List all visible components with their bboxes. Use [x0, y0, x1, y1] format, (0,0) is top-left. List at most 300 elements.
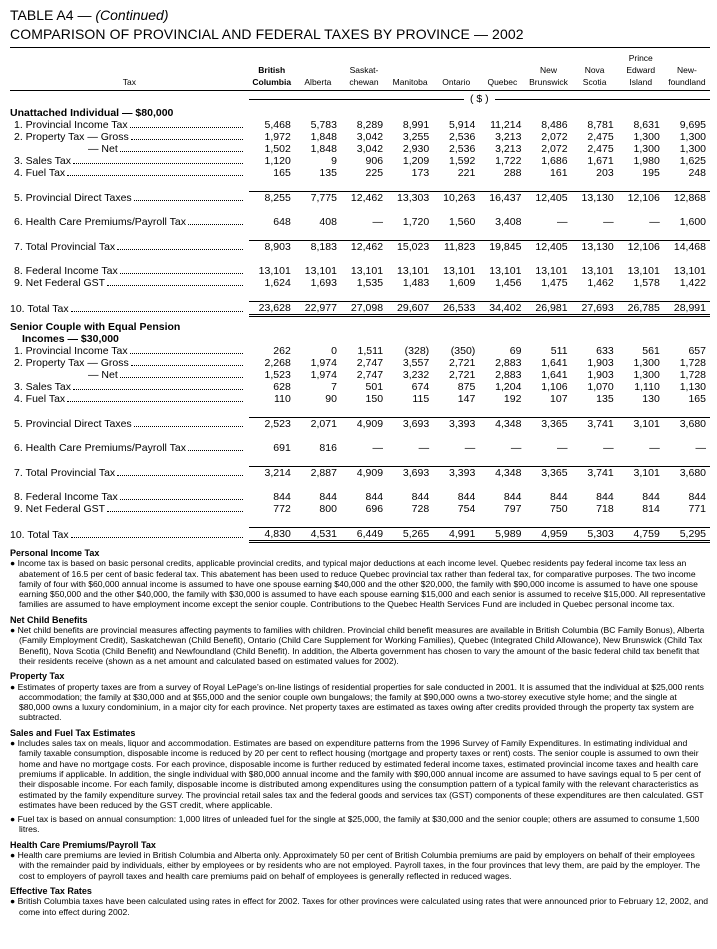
- table-cell: 4,759: [618, 528, 664, 542]
- table-row: [10, 393, 710, 405]
- table-cell: 12,405: [525, 241, 571, 254]
- table-row: [10, 302, 710, 316]
- page: [10, 6, 710, 917]
- table-row: [10, 277, 710, 289]
- table-cell: 3,693: [387, 467, 433, 480]
- row-label: [10, 442, 249, 454]
- table-cell: 628: [273, 381, 291, 393]
- table-row: [10, 167, 710, 179]
- row-label: [10, 302, 249, 316]
- table-cell: 1,592: [449, 155, 476, 167]
- table-cell: 27,693: [572, 302, 618, 316]
- section-title-line2-text: Incomes — $30,000: [22, 333, 119, 345]
- row-label: [10, 143, 249, 155]
- table-cell: 844: [319, 491, 337, 503]
- table-cell: 26,533: [433, 302, 479, 316]
- table-cell: 1,903: [587, 357, 614, 369]
- row-label-text: 2. Property Tax — Gross: [14, 357, 129, 369]
- table-cell: 2,721: [449, 369, 476, 381]
- table-cell: 12,106: [618, 192, 664, 205]
- table-cell: 1,625: [679, 155, 706, 167]
- table-cell: 1,671: [587, 155, 614, 167]
- table-cell: 657: [688, 345, 706, 357]
- table-cell: (328): [404, 345, 430, 357]
- table-cell: 13,101: [489, 265, 522, 277]
- row-label: [10, 357, 249, 369]
- table-cell: 3,393: [433, 467, 479, 480]
- table-cell: 12,462: [341, 241, 387, 254]
- table-cell: 22,977: [295, 302, 341, 316]
- table-cell: 8,991: [402, 119, 430, 131]
- header-column-7-l1: [572, 55, 618, 65]
- table-cell: 1,980: [633, 155, 660, 167]
- table-cell: 19,845: [479, 241, 525, 254]
- table-cell: 4,909: [341, 467, 387, 480]
- table-cell: 2,747: [356, 357, 384, 369]
- table-cell: 1,300: [633, 369, 660, 381]
- row-label-text: 10. Total Tax: [10, 302, 69, 315]
- table-cell: 1,106: [541, 381, 568, 393]
- header-column-4-l3: Ontario: [442, 77, 471, 87]
- table-cell: 816: [319, 442, 337, 454]
- section-title: [10, 106, 710, 119]
- header-column-7: [572, 48, 618, 91]
- table-cell: —: [649, 442, 660, 454]
- table-cell: 135: [596, 393, 614, 405]
- table-cell: 2,072: [541, 131, 568, 143]
- row-label: [10, 503, 249, 515]
- table-row: [10, 528, 710, 542]
- table-cell: 1,560: [449, 216, 476, 228]
- table-row: [10, 491, 710, 503]
- table-cell: 26,785: [618, 302, 664, 316]
- table-cell: 13,101: [673, 265, 706, 277]
- table-cell: 161: [550, 167, 568, 179]
- header-column-8-l2: Edward: [626, 65, 656, 75]
- header-column-1-l1: [295, 57, 341, 67]
- table-cell: 5,295: [664, 528, 710, 542]
- table-cell: 1,300: [633, 131, 660, 143]
- header-column-3: [387, 48, 433, 91]
- header-column-1-l3: Alberta: [304, 77, 332, 87]
- table-cell: 3,101: [618, 418, 664, 431]
- table-cell: —: [372, 216, 384, 228]
- table-cell: 4,531: [295, 528, 341, 542]
- table-cell: 1,641: [541, 369, 568, 381]
- header-column-6-l1: [525, 55, 571, 65]
- header-column-7-l3: Scotia: [582, 77, 607, 87]
- row-label: [10, 277, 249, 289]
- row-label-text: 5. Provincial Direct Taxes: [14, 191, 132, 204]
- notes-section: [10, 548, 710, 917]
- table-cell: 34,402: [479, 302, 525, 316]
- table-cell: 1,848: [310, 131, 337, 143]
- table-row: [10, 345, 710, 357]
- table-cell: 135: [319, 167, 337, 179]
- table-cell: 1,693: [310, 277, 337, 289]
- header-column-2-l3: chewan: [349, 77, 379, 87]
- header-column-4-l1: [433, 57, 479, 67]
- table-cell: 4,348: [479, 418, 525, 431]
- table-row: [10, 131, 710, 143]
- row-label: [10, 119, 249, 131]
- table-cell: 3,680: [664, 467, 710, 480]
- table-cell: 9,695: [679, 119, 706, 131]
- row-label-text: — Net: [88, 369, 118, 381]
- note-heading: Net Child Benefits: [10, 614, 88, 625]
- table-cell: 1,972: [264, 131, 291, 143]
- table-cell: 11,823: [433, 241, 479, 254]
- table-cell: 3,408: [495, 216, 522, 228]
- table-row: [10, 418, 710, 431]
- table-cell: 2,887: [295, 467, 341, 480]
- table-cell: 3,213: [495, 131, 522, 143]
- table-cell: 3,365: [525, 467, 571, 480]
- table-cell: 844: [596, 491, 614, 503]
- note-heading: Health Care Premiums/Payroll Tax: [10, 839, 156, 850]
- header-column-3-l2: [387, 67, 433, 77]
- table-cell: 2,536: [449, 131, 476, 143]
- table-cell: 2,883: [495, 369, 522, 381]
- table-cell: 13,101: [397, 265, 430, 277]
- table-cell: 844: [411, 491, 430, 503]
- table-row: [10, 119, 710, 131]
- header-column-6-l3: Brunswick: [529, 77, 568, 87]
- header-column-6: [525, 48, 571, 91]
- table-cell: 13,101: [258, 265, 291, 277]
- table-cell: 1,300: [633, 357, 660, 369]
- table-cell: 8,289: [356, 119, 384, 131]
- note-paragraph: ● Net child benefits are provincial measures affecting payments to families with children. Provincial child benefit measures are available in British Columbia (BC Family Bonus), Alberta (Family Employment Credit), Saskatchewan (Child Benefit), Ontario (Child Care Supplement for Working Families), Quebec (Integrated Child Allowance), New Brunswick (Child Tax Benefit), Nova Scotia (Child Benefit) and Newfoundland (Child Benefit). In addition, the Alberta government has chosen to vary the amount of the basic federal child tax benefit that their residents receive (shown as a net amount and calculated based on estimated values for 2002).: [10, 625, 705, 666]
- row-label: [10, 393, 249, 405]
- table-cell: 13,303: [387, 192, 433, 205]
- row-label-text: 1. Provincial Income Tax: [14, 119, 128, 131]
- table-cell: 1,456: [495, 277, 522, 289]
- table-cell: 3,741: [572, 418, 618, 431]
- table-cell: 3,042: [356, 143, 384, 155]
- table-cell: 248: [688, 167, 706, 179]
- table-cell: 1,110: [634, 381, 660, 393]
- table-cell: 1,609: [449, 277, 476, 289]
- table-cell: 6,449: [341, 528, 387, 542]
- table-cell: 844: [457, 491, 476, 503]
- section-title-text: Unattached Individual — $80,000: [10, 107, 174, 119]
- header-column-8-l1: Prince: [628, 53, 653, 63]
- header-tax: Tax: [122, 77, 136, 87]
- header-column-2-l1: [341, 55, 387, 65]
- note-heading: Personal Income Tax: [10, 548, 100, 558]
- table-cell: 150: [365, 393, 384, 405]
- header-column-5-l2: [479, 67, 525, 77]
- table-cell: 1,578: [633, 277, 660, 289]
- table-row: [10, 503, 710, 515]
- header-column-3-l1: [387, 57, 433, 67]
- table-cell: 3,213: [495, 143, 522, 155]
- table-cell: 1,728: [679, 357, 706, 369]
- units-row: [10, 91, 710, 107]
- note-paragraph: ● Includes sales tax on meals, liquor and accommodation. Estimates are based on expenditure patterns from the 1996 Survey of Family Expenditures. In estimating individual and family taxable consumption, disposable income is reduced by 20 per cent to reflect housing (mortgage and property taxes or rent) costs. The senior couple is assumed to own their home and have no mortgage costs. For each province, disposable income is further reduced by estimated federal income taxes, estimated provincial income taxes and health care premiums if applicable. In addition, the single individual with $80,000 annual income and the family with $90,000 annual income are assumed to have savings equal to 5 per cent of their disposable income. For each family, disposable income is distributed among expenditures using the consumption pattern of a typical family with the relevant characteristics as estimated by the family expenditure survey. The provincial retail sales tax and the federal goods and services tax (GST) components of these expenditures are then calculated. GST estimates have been reduced by the GST credit, where applicable.: [10, 738, 704, 810]
- note-heading: Effective Tax Rates: [10, 885, 92, 896]
- table-cell: 844: [273, 491, 291, 503]
- table-cell: 130: [642, 393, 660, 405]
- table-row: [10, 143, 710, 155]
- table-cell: 29,607: [387, 302, 433, 316]
- table-cell: 12,868: [664, 192, 710, 205]
- table-cell: —: [603, 442, 614, 454]
- table-cell: 4,959: [525, 528, 571, 542]
- table-cell: 2,883: [495, 357, 522, 369]
- header-column-2-l2: Saskat-: [349, 65, 379, 75]
- note-paragraph: ● British Columbia taxes have been calculated using rates in effect for 2002. Taxes for other provinces were calculated using rates that were announced prior to February 12, 2002, and come into effect during 2002.: [10, 896, 709, 917]
- row-label-text: 2. Property Tax — Gross: [14, 131, 129, 143]
- table-cell: —: [695, 442, 706, 454]
- row-label-text: 3. Sales Tax: [14, 155, 72, 167]
- table-cell: 90: [325, 393, 337, 405]
- table-cell: 3,393: [433, 418, 479, 431]
- row-label-text: 1. Provincial Income Tax: [14, 345, 128, 357]
- row-label: [10, 528, 249, 542]
- table-row: [10, 241, 710, 254]
- table-cell: 2,072: [541, 143, 568, 155]
- table-cell: 221: [457, 167, 476, 179]
- table-cell: 561: [642, 345, 660, 357]
- table-cell: 1,209: [402, 155, 430, 167]
- table-cell: 1,300: [679, 131, 706, 143]
- table-cell: 12,462: [341, 192, 387, 205]
- table-cell: 728: [411, 503, 430, 515]
- table-title: [10, 6, 710, 24]
- table-cell: 13,101: [350, 265, 384, 277]
- table-cell: 797: [503, 503, 522, 515]
- header-column-1: [295, 48, 341, 91]
- table-cell: 1,728: [679, 369, 706, 381]
- table-cell: 1,130: [679, 381, 706, 393]
- table-cell: 8,486: [541, 119, 568, 131]
- table-cell: 696: [365, 503, 384, 515]
- table-cell: 844: [365, 491, 384, 503]
- table-cell: (350): [450, 345, 476, 357]
- table-cell: 5,989: [479, 528, 525, 542]
- header-column-8-l3: Island: [629, 77, 653, 87]
- table-cell: 10,263: [433, 192, 479, 205]
- table-cell: 754: [457, 503, 476, 515]
- table-row: [10, 442, 710, 454]
- row-label-text: 7. Total Provincial Tax: [14, 466, 116, 479]
- table-cell: 8,781: [587, 119, 614, 131]
- row-label: [10, 418, 249, 431]
- table-cell: 7,775: [295, 192, 341, 205]
- table-cell: 1,502: [264, 143, 291, 155]
- row-label-text: 6. Health Care Premiums/Payroll Tax: [14, 216, 186, 228]
- table-cell: 1,204: [495, 381, 522, 393]
- table-cell: 2,721: [449, 357, 476, 369]
- table-cell: 2,523: [249, 418, 295, 431]
- table-cell: 1,070: [587, 381, 614, 393]
- table-cell: 648: [273, 216, 291, 228]
- table-cell: —: [372, 442, 384, 454]
- table-cell: 3,693: [387, 418, 433, 431]
- header-column-0-l2: British: [258, 65, 286, 75]
- header-column-1-l2: [295, 67, 341, 77]
- table-cell: 511: [550, 345, 568, 357]
- row-label-text: 9. Net Federal GST: [14, 277, 106, 289]
- row-label: [10, 155, 249, 167]
- table-cell: 2,475: [587, 143, 614, 155]
- table-cell: 115: [412, 393, 430, 405]
- table-cell: 2,071: [295, 418, 341, 431]
- table-subtitle: COMPARISON OF PROVINCIAL AND FEDERAL TAXES BY PROVINCE — 2002: [10, 26, 524, 42]
- table-cell: 718: [596, 503, 614, 515]
- table-cell: 288: [503, 167, 522, 179]
- header-column-4-l2: [433, 67, 479, 77]
- table-cell: 262: [273, 345, 291, 357]
- table-cell: 633: [596, 345, 614, 357]
- row-label: [10, 216, 249, 228]
- table-cell: 771: [688, 503, 706, 515]
- table-cell: 772: [273, 503, 291, 515]
- table-cell: 1,535: [356, 277, 384, 289]
- table-cell: 8,183: [295, 241, 341, 254]
- header-column-5: [479, 48, 525, 91]
- table-cell: —: [557, 442, 568, 454]
- table-cell: 203: [596, 167, 614, 179]
- table-cell: 1,483: [402, 277, 430, 289]
- header-column-9-l3: foundland: [668, 77, 706, 87]
- table-cell: 408: [319, 216, 337, 228]
- table-cell: 4,909: [341, 418, 387, 431]
- table-cell: 147: [457, 393, 476, 405]
- table-cell: 13,101: [304, 265, 337, 277]
- table-cell: 1,903: [587, 369, 614, 381]
- table-cell: 4,830: [249, 528, 295, 542]
- table-cell: 28,991: [664, 302, 710, 316]
- table-row: [10, 357, 710, 369]
- row-label: [10, 192, 249, 205]
- table-cell: 1,848: [310, 143, 337, 155]
- table-cell: 3,680: [664, 418, 710, 431]
- row-label-text: 6. Health Care Premiums/Payroll Tax: [14, 442, 186, 454]
- table-cell: 107: [550, 393, 568, 405]
- table-cell: 691: [273, 442, 291, 454]
- row-label-text: 4. Fuel Tax: [14, 393, 66, 405]
- table-row: [10, 381, 710, 393]
- units-label: ( $ ): [470, 93, 489, 105]
- table-cell: 3,214: [249, 467, 295, 480]
- table-cell: 1,300: [679, 143, 706, 155]
- table-row: [10, 467, 710, 480]
- row-label-text: 7. Total Provincial Tax: [14, 240, 116, 253]
- table-cell: 750: [550, 503, 568, 515]
- table-row: [10, 192, 710, 205]
- table-cell: 16,437: [479, 192, 525, 205]
- table-cell: 1,686: [541, 155, 568, 167]
- table-cell: 1,120: [264, 155, 291, 167]
- table-cell: 110: [274, 393, 291, 405]
- header-column-8: [618, 48, 664, 91]
- table-cell: 9: [331, 155, 337, 167]
- table-cell: —: [603, 216, 614, 228]
- row-label-text: 3. Sales Tax: [14, 381, 72, 393]
- row-label: [10, 467, 249, 480]
- table-cell: 844: [550, 491, 568, 503]
- table-cell: 1,641: [541, 357, 568, 369]
- table-cell: 13,130: [572, 241, 618, 254]
- note-paragraph: ● Health care premiums are levied in British Columbia and Alberta only. Approximately 50 per cent of British Columbia premiums are paid by employers on behalf of their employees with the remainder paid by individuals, either by employees or by residents who are not employed. Payroll taxes, in the four provinces that levy them, are paid by the employer. The cost to employers of payroll taxes and health care premiums paid on behalf of employees is generally reflected in reduced wages.: [10, 850, 701, 881]
- table-row: [10, 216, 710, 228]
- table-cell: 2,930: [402, 143, 430, 155]
- header-column-0: [249, 48, 295, 91]
- header-column-3-l3: Manitoba: [392, 77, 428, 87]
- table-cell: 1,722: [495, 155, 522, 167]
- header-column-7-l2: Nova: [584, 65, 605, 75]
- table-cell: 1,422: [679, 277, 706, 289]
- table-cell: —: [464, 442, 476, 454]
- note-heading: Sales and Fuel Tax Estimates: [10, 727, 136, 738]
- row-label: [10, 167, 249, 179]
- table-cell: 844: [688, 491, 706, 503]
- table-cell: 906: [365, 155, 384, 167]
- table-cell: 1,720: [402, 216, 430, 228]
- note-paragraph: ● Income tax is based on basic personal credits, applicable provincial credits, and typical major deductions at each income level. Quebec residents pay federal income tax less an abatement of 16.5 per cent of basic federal tax. This abatement has been used to reduce Quebec provincial tax rather than federal tax, for comparative purposes. The two income family of four with $60,000 annual income is assumed to have one spouse earning $40,000 and the other $20,000, the family with $90,000 income is assumed to have one spouse earning $50,000 and the other $40,000, the family with $30,000 is assumed to have each spouse earning $15,000 and each senior is assumed to receive $15,000. All representative families are assumed to have employment income except the senior couple. Contributions to the Quebec Health Services Fund are included in Quebec personal income tax.: [10, 558, 706, 610]
- table-cell: 13,101: [627, 265, 660, 277]
- table-cell: 1,624: [264, 277, 291, 289]
- table-row: [10, 369, 710, 381]
- table-cell: 1,300: [633, 143, 660, 155]
- table-cell: 12,405: [525, 192, 571, 205]
- table-cell: 15,023: [387, 241, 433, 254]
- section-title-text: Senior Couple with Equal Pension: [10, 321, 181, 333]
- table-cell: 3,741: [572, 467, 618, 480]
- header-row: [10, 48, 710, 91]
- table-cell: 8,255: [249, 192, 295, 205]
- table-cell: 11,214: [490, 119, 522, 131]
- table-cell: 192: [503, 393, 522, 405]
- table-cell: —: [510, 442, 522, 454]
- table-cell: 5,265: [387, 528, 433, 542]
- header-column-0-l1: [249, 55, 295, 65]
- header-column-2: [341, 48, 387, 91]
- table-cell: 3,101: [618, 467, 664, 480]
- table-cell: 23,628: [249, 302, 295, 316]
- table-cell: 501: [365, 381, 384, 393]
- table-cell: 844: [503, 491, 522, 503]
- table-cell: 844: [642, 491, 660, 503]
- section-title-line2: [10, 333, 710, 345]
- table-cell: 173: [411, 167, 430, 179]
- table-cell: 800: [319, 503, 337, 515]
- table-cell: 225: [365, 167, 384, 179]
- table-cell: 2,475: [587, 131, 614, 143]
- header-column-9: [664, 48, 710, 91]
- table-cell: —: [557, 216, 568, 228]
- table-cell: 1,974: [310, 357, 337, 369]
- table-cell: 3,557: [402, 357, 430, 369]
- table-cell: 3,232: [402, 369, 430, 381]
- row-label-text: 9. Net Federal GST: [14, 503, 106, 515]
- header-column-5-l1: [479, 57, 525, 67]
- note-paragraph: ● Estimates of property taxes are from a survey of Royal LePage’s on-line listings of residential properties for sale conducted in 2001. It is assumed that the individual at $25,000 rents accommodation; the family at $30,000 and at $55,000 and the senior couple own bungalows; the family at $90,000 owns a two-storey executive style home; and the single at $80,000 owns a luxury condominium, in a major city for each province. Net property taxes are estimated as taxes owing after credits provided through the property tax system are subtracted.: [10, 681, 704, 723]
- table-cell: 13,130: [572, 192, 618, 205]
- table-cell: 12,106: [618, 241, 664, 254]
- row-label-text: 8. Federal Income Tax: [14, 491, 118, 503]
- table-title-main: TABLE A4 —: [10, 7, 96, 23]
- row-label-text: — Net: [88, 143, 118, 155]
- table-cell: 1,600: [679, 216, 706, 228]
- table-cell: 4,991: [433, 528, 479, 542]
- table-cell: 5,468: [264, 119, 291, 131]
- table-cell: 13,101: [581, 265, 614, 277]
- table-cell: 2,536: [449, 143, 476, 155]
